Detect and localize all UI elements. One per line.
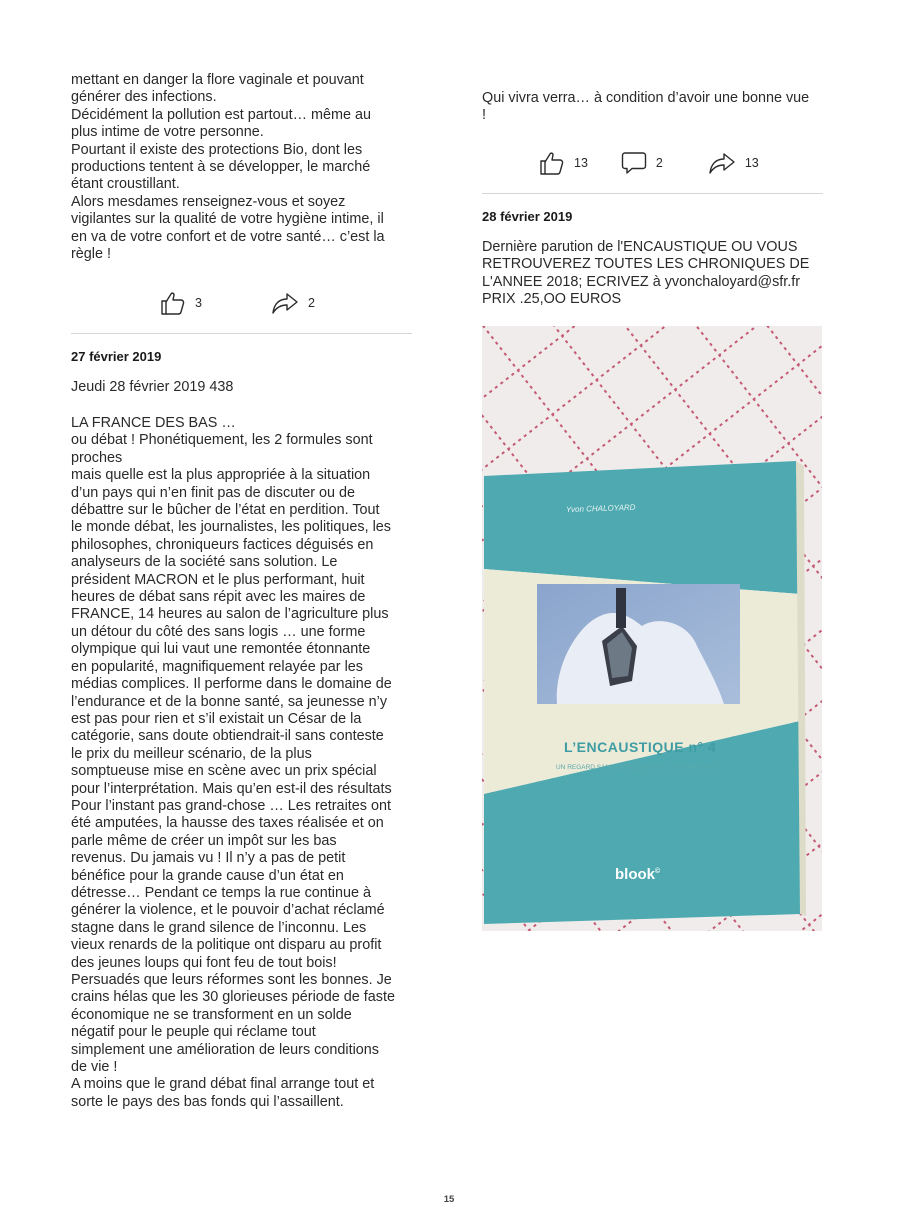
share-count: 13 — [744, 156, 759, 170]
share-icon — [708, 151, 736, 175]
comment-button[interactable] — [621, 150, 663, 176]
like-button[interactable] — [160, 290, 202, 316]
reactions-bar — [160, 290, 315, 316]
post-body: LA FRANCE DES BAS … ou débat ! Phonétiquement, les 2 formules sont proches mais quelle est la plus appropriée à la situation d’un pays qui n’en finit pas de discuter ou de débattre sur le bûcher de l’état en perdition. Tout le monde débat, les journalistes, les politiques, les philosophes, chroniqueurs factices déguisés en analyseurs de la société sans solution. Le président MACRON et le plus performant, huit heures de débat sans répit avec les maires de FRANCE, 14 heures au salon de l’agriculture plus un détour du côté des sans logis … une forme olympique qui lui vaut une remontée étonnante en popularité, magnifiquement relayée par les médias complices. Il performe dans le domaine de l’endurance et de la bonne santé, sa jeunesse n’y est pas pour rien et s’il existait un César de la catégorie, sans doute obtiendrait-il sans conteste le prix du meilleur scénario, de la plus somptueuse mise en scène avec un prix spécial pour l’interprétation. Mais qu’en est-il des résultats Pour l’instant pas grand-chose … Les retraites ont été amputées, la hausse des taxes réalisée et on parle même de créer un impôt sur les bas revenus. Du jamais vu ! Il n’y a pas de petit bénéfice pour la grande cause d’un état en détresse… Pendant ce temps la rue continue à générer la violence, et le pouvoir d’achat réclamé stagne dans le grand silence de l’inconnu. Les vieux renards de la politique ont disparu au profit des jeunes loups qui font feu de tout bois! Persuadés que leurs réformes sont les bonnes. Je crains hélas que les 30 glorieuses période de faste économique ne se transforment en un solde négatif pour le peuple qui réclame tout simplement une amélioration de leurs conditions de vie ! A moins que le grand débat final arrange tout et sorte le pays des bas fonds qui l’assaillent. — [71, 415, 395, 1110]
post-divider — [482, 193, 823, 194]
publisher-mark: © — [655, 868, 661, 875]
publisher-logo — [615, 866, 660, 883]
post-divider — [71, 333, 412, 334]
publisher-name: blook — [615, 866, 655, 883]
like-count: 3 — [195, 296, 202, 310]
share-button[interactable] — [271, 291, 315, 315]
page-number: 15 — [443, 1194, 455, 1205]
post-date: 28 février 2019 — [482, 209, 573, 224]
comment-count: 2 — [655, 156, 663, 170]
book-cover — [484, 461, 806, 924]
book-title: L’ENCAUSTIQUE n° 4 — [564, 739, 717, 755]
book-subtitle: UN REGARD SANS CONCESSION… sur l’année 2018 — [556, 764, 717, 771]
share-icon — [271, 291, 299, 315]
thumbs-up-icon — [160, 290, 186, 316]
thumbs-up-icon — [539, 150, 565, 176]
comment-icon — [621, 150, 647, 176]
intro-paragraph: mettant en danger la flore vaginale et pouvant générer des infections. Décidément la pollution est partout… même au plus intime de votre personne. Pourtant il existe des protections Bio, dont les productions tentent à se développer, le marché étant croustillant. Alors mesdames renseignez-vous et soyez vigilantes sur la qualité de votre hygiène intime, il en va de votre confort et de votre santé… c’est la règle ! — [71, 72, 385, 263]
book-author: Yvon CHALOYARD — [565, 502, 636, 515]
post-body: Dernière parution de l'ENCAUSTIQUE OU VOUS RETROUVEREZ TOUTES LES CHRONIQUES DE L'ANNEE 2018; ECRIVEZ à yvonchaloyard@sfr.fr PRIX .25,OO EUROS — [482, 239, 810, 308]
post-date: 27 février 2019 — [71, 349, 162, 364]
share-button[interactable] — [708, 151, 759, 175]
like-button[interactable] — [539, 150, 588, 176]
post-subtitle: Jeudi 28 février 2019 438 — [71, 379, 234, 395]
share-count: 2 — [307, 296, 315, 310]
book-photo — [482, 326, 822, 931]
reactions-bar — [539, 150, 759, 176]
like-count: 13 — [574, 156, 588, 170]
intro-paragraph: Qui vivra verra… à condition d’avoir une bonne vue ! — [482, 90, 810, 124]
